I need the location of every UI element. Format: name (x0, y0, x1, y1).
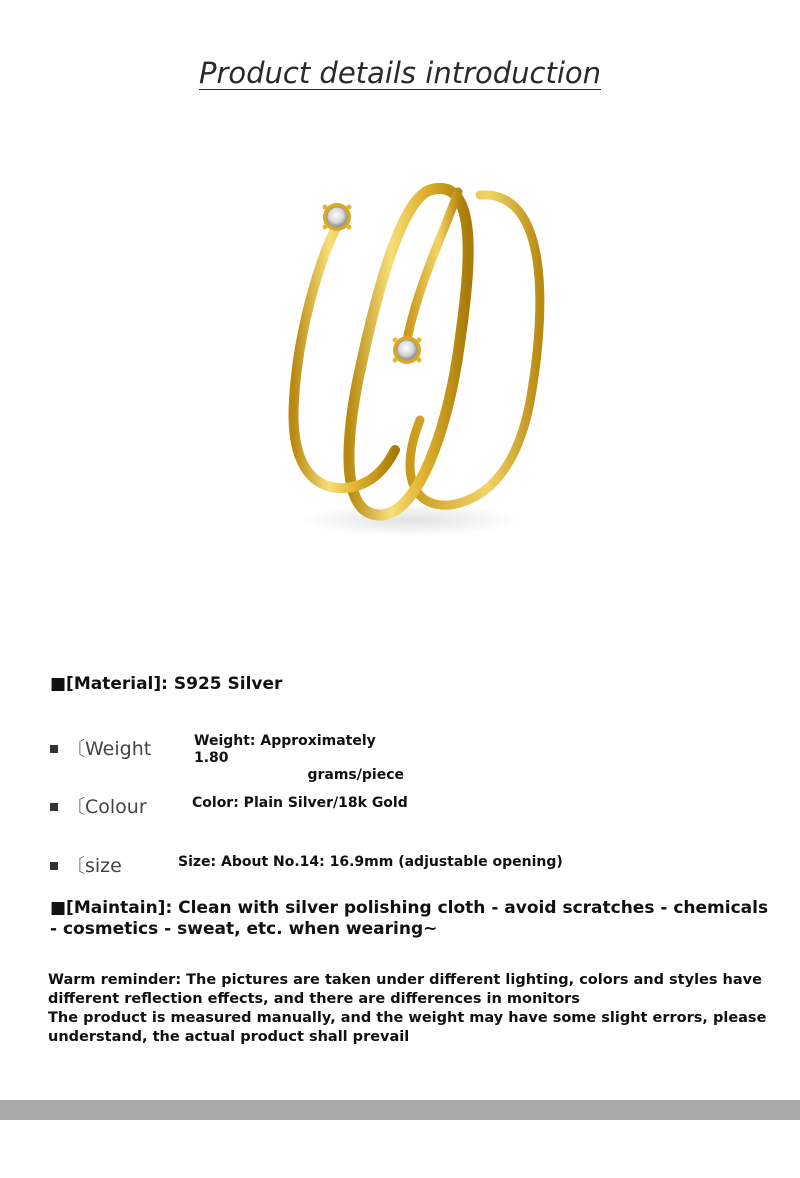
weight-label: 〔Weight (66, 738, 152, 760)
bullet-square-icon (50, 803, 58, 811)
size-label-row (50, 851, 122, 878)
weight-value (194, 733, 404, 784)
maintain-note: ■[Maintain]: Clean with silver polishing cloth - avoid scratches - chemicals - cosmetics - sweat, etc. when wearing~ (50, 898, 769, 939)
bottom-divider-bar (0, 1100, 800, 1120)
weight-value-line1: Weight: Approximately 1.80 (194, 733, 376, 766)
bullet-square-icon (50, 862, 58, 870)
colour-label: 〔Colour (66, 796, 147, 818)
page-title: Product details introduction (198, 56, 602, 90)
reminder-line-2: The product is measured manually, and the weight may have some slight errors, please understand, the actual product shall prevail (48, 1010, 767, 1045)
bullet-square-icon (50, 745, 58, 753)
size-label: 〔size (66, 855, 122, 877)
warm-reminder (48, 971, 768, 1047)
colour-label-row (50, 792, 147, 819)
weight-label-row (50, 734, 151, 761)
reminder-line-1: Warm reminder: The pictures are taken under different lighting, colors and styles have different reflection effects, and there are differences in monitors (48, 972, 762, 1007)
material-spec: ■[Material]: S925 Silver (50, 674, 283, 694)
size-value: Size: About No.14: 16.9mm (adjustable opening) (178, 854, 563, 870)
weight-value-line2: grams/piece (307, 767, 404, 783)
gold-spiral-ring-image (270, 170, 570, 550)
colour-value: Color: Plain Silver/18k Gold (192, 795, 408, 811)
